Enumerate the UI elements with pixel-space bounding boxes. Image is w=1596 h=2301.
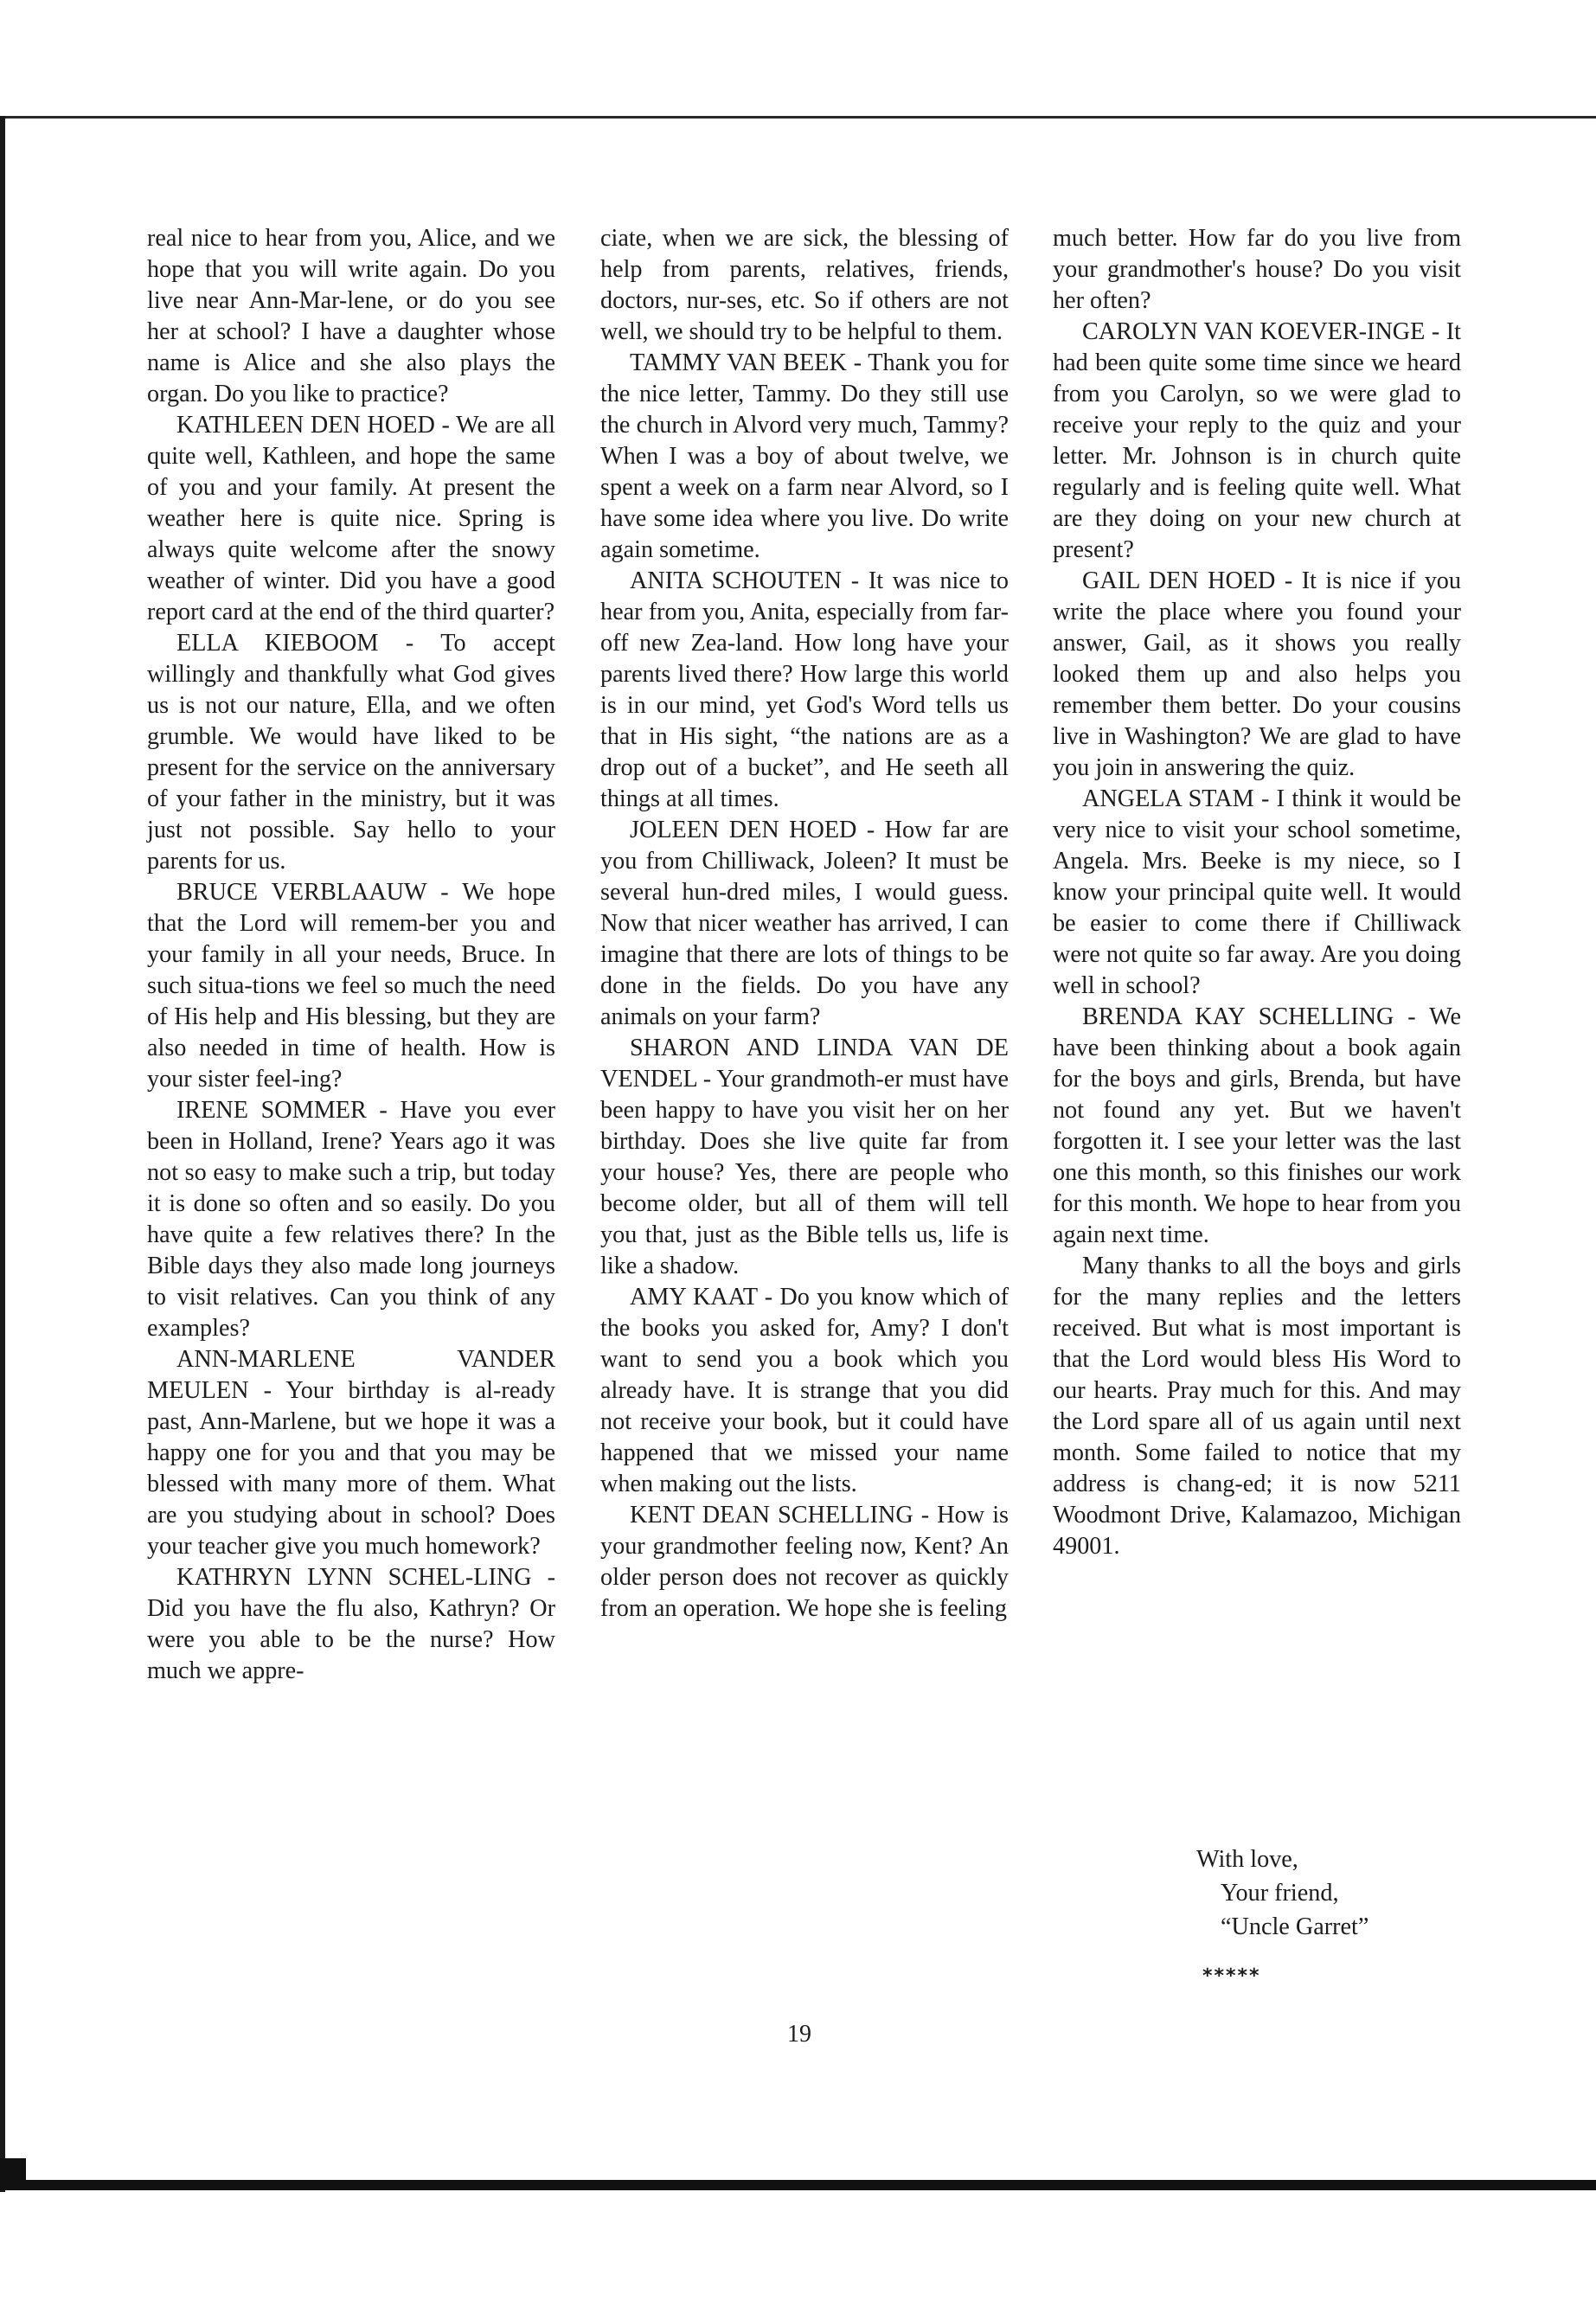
scan-border-corner xyxy=(0,2158,26,2190)
letter-brenda-kay-schelling: BRENDA KAY SCHELLING - We have been thinking about a book again for the boys and girls, Brenda, but have not found any yet. But we haven't forgotten it. I see your letter was the last one this month, so this finishes our work for this month. We hope to hear from you again next time. xyxy=(1053,1003,1461,1248)
letter-kent-dean-schelling: KENT DEAN SCHELLING - How is your grandmother feeling now, Kent? An older person does not recover as quickly from an operation. We hope she is feeling xyxy=(600,1502,1009,1622)
letter-ella-kieboom: ELLA KIEBOOM - To accept willingly and thankfully what God gives us is not our nature, Ella, and we often grumble. We would have liked to be present for the service on the anniversary of your father in the ministry, but it was just not possible. Say hello to your parents for us. xyxy=(147,630,555,875)
scan-border-top xyxy=(0,116,1596,119)
letter-tammy-van-beek: TAMMY VAN BEEK - Thank you for the nice letter, Tammy. Do they still use the church in Alvord very much, Tammy? When I was a boy of about twelve, we spent a week on a farm near Alvord, so I have some idea where you live. Do write again sometime. xyxy=(600,349,1009,563)
letter-amy-kaat: AMY KAAT - Do you know which of the books you asked for, Amy? I don't want to send you a book which you already have. It is strange that you did not receive your book, but it could have happened that we missed your name when making out the lists. xyxy=(600,1284,1009,1497)
letter-carolyn-van-koeveringe: CAROLYN VAN KOEVER-INGE - It had been quite some time since we heard from you Carolyn, so we were glad to receive your reply to the quiz and your letter. Mr. Johnson is in church quite regularly and is feeling quite well. What are they doing on your new church at present? xyxy=(1053,318,1461,563)
text-column-3 xyxy=(1053,223,1461,1562)
letter-sharon-linda-van-de-vendel: SHARON AND LINDA VAN DE VENDEL - Your grandmoth-er must have been happy to have you visit her on her birthday. Does she live quite far from your house? Yes, there are people who become older, but all of them will tell you that, just as the Bible tells us, life is like a shadow. xyxy=(600,1035,1009,1279)
scan-border-left xyxy=(0,116,5,2192)
paragraph-continuation: much better. How far do you live from your grandmother's house? Do you visit her often? xyxy=(1053,225,1461,314)
signature-block xyxy=(1196,1843,1368,1944)
letter-ann-marlene-vander-meulen: ANN-MARLENE VANDER MEULEN - Your birthday is al-ready past, Ann-Marlene, but we hope it was a happy one for you and that you may be blessed with many more of them. What are you studying about in school? Does your teacher give you much homework? xyxy=(147,1346,555,1560)
letter-kathryn-lynn-schelling: KATHRYN LYNN SCHEL-LING - Did you have the flu also, Kathryn? Or were you able to be the nurse? How much we appre- xyxy=(147,1564,555,1684)
closing-paragraph: Many thanks to all the boys and girls for the many replies and the letters received. But what is most important is that the Lord would bless His Word to our hearts. Pray much for this. And may the Lord spare all of us again until next month. Some failed to notice that my address is chang-ed; it is now 5211 Woodmont Drive, Kalamazoo, Michigan 49001. xyxy=(1053,1253,1461,1560)
scan-border-bottom xyxy=(0,2180,1596,2190)
closing-line-with-love: With love, xyxy=(1196,1846,1298,1873)
closing-line-your-friend: Your friend, xyxy=(1221,1880,1339,1907)
page-number: 19 xyxy=(787,2021,811,2048)
section-divider-stars: ***** xyxy=(1202,1965,1261,1987)
letter-bruce-verblaauw: BRUCE VERBLAAUW - We hope that the Lord will remem-ber you and your family in all your needs, Bruce. In such situa-tions we feel so much the need of His help and His blessing, but they are also needed in time of health. How is your sister feel-ing? xyxy=(147,879,555,1093)
text-column-1 xyxy=(147,223,555,1687)
paragraph-continuation: real nice to hear from you, Alice, and we hope that you will write again. Do you live near Ann-Mar-lene, or do you see her at school? I have a daughter whose name is Alice and she also plays the organ. Do you like to practice? xyxy=(147,225,555,407)
letter-joleen-den-hoed: JOLEEN DEN HOED - How far are you from Chilliwack, Joleen? It must be several hun-dred miles, I would guess. Now that nicer weather has arrived, I can imagine that there are lots of things to be done in the fields. Do you have any animals on your farm? xyxy=(600,817,1009,1030)
closing-line-signature: “Uncle Garret” xyxy=(1221,1913,1369,1940)
letter-kathleen-den-hoed: KATHLEEN DEN HOED - We are all quite well, Kathleen, and hope the same of you and your family. At present the weather here is quite nice. Spring is always quite welcome after the snowy weather of winter. Did you have a good report card at the end of the third quarter? xyxy=(147,412,555,625)
paragraph-continuation: ciate, when we are sick, the blessing of help from parents, relatives, friends, doctors, nur-ses, etc. So if others are not well, we should try to be helpful to them. xyxy=(600,225,1009,345)
letter-angela-stam: ANGELA STAM - I think it would be very nice to visit your school sometime, Angela. Mrs. Beeke is my niece, so I know your principal quite well. It would be easier to come there if Chilliwack were not quite so far away. Are you doing well in school? xyxy=(1053,785,1461,999)
letter-gail-den-hoed: GAIL DEN HOED - It is nice if you write the place where you found your answer, Gail, as it shows you really looked them up and also helps you remember them better. Do your cousins live in Washington? We are glad to have you join in answering the quiz. xyxy=(1053,567,1461,781)
text-column-2 xyxy=(600,223,1009,1625)
letter-irene-sommer: IRENE SOMMER - Have you ever been in Holland, Irene? Years ago it was not so easy to make such a trip, but today it is done so often and so easily. Do you have quite a few relatives there? In the Bible days they also made long journeys to visit relatives. Can you think of any examples? xyxy=(147,1097,555,1342)
letter-anita-schouten: ANITA SCHOUTEN - It was nice to hear from you, Anita, especially from far-off new Zea-land. How long have your parents lived there? How large this world is in our mind, yet God's Word tells us that in His sight, “the nations are as a drop out of a bucket”, and He seeth all things at all times. xyxy=(600,567,1009,812)
